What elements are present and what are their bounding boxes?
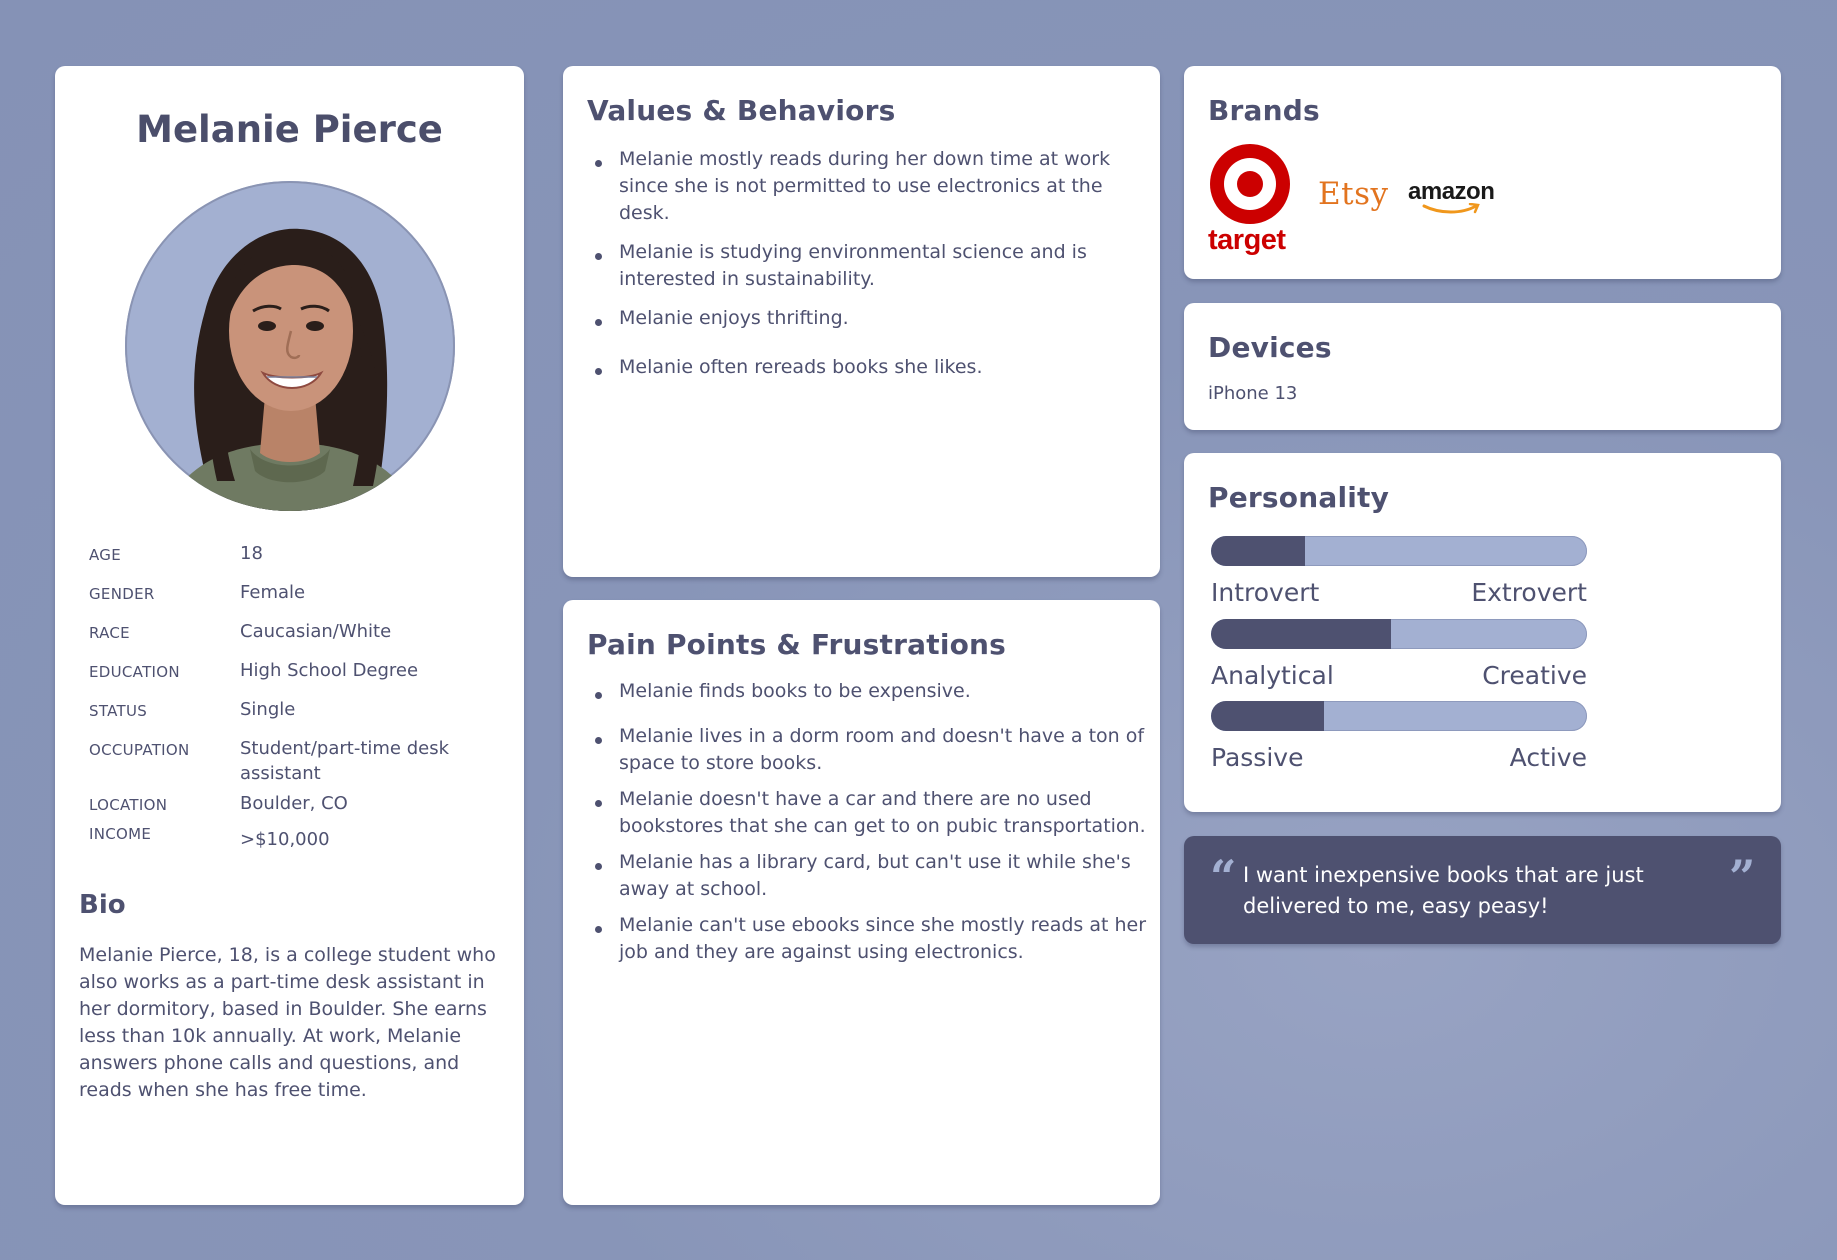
bio-text: Melanie Pierce, 18, is a college student who also works as a part-time desk assistant in her dormitory, based in Boulder. She earns less than 10k annually. At work, Melanie answers phone calls and questions, and reads when she has free time.	[79, 944, 496, 1101]
list-item: Melanie can't use ebooks since she mostly reads at her job and they are against using electronics.	[587, 912, 1147, 966]
fact-value: Caucasian/White	[240, 621, 392, 642]
fact-label: EDUCATION	[89, 663, 180, 681]
list-item: Melanie has a library card, but can't use it while she's away at school.	[587, 849, 1147, 903]
devices-title: Devices	[1208, 331, 1332, 364]
quote-card	[1184, 836, 1781, 944]
fact-label: RACE	[89, 624, 130, 642]
brands-title: Brands	[1208, 94, 1320, 127]
persona-name: Melanie Pierce	[136, 108, 443, 151]
target-wordmark: target	[1208, 224, 1286, 256]
list-item: Melanie doesn't have a car and there are no used bookstores that she can get to on pubic transportation.	[587, 786, 1147, 840]
trait-bar	[1211, 701, 1587, 731]
fact-value: Boulder, CO	[240, 793, 348, 814]
fact-value: Female	[240, 582, 306, 603]
list-item: Melanie finds books to be expensive.	[587, 678, 1147, 705]
fact-label: LOCATION	[89, 796, 168, 814]
target-bullseye-icon	[1208, 144, 1293, 224]
target-logo	[1208, 144, 1293, 257]
amazon-smile-icon	[1422, 203, 1482, 215]
fact-label: GENDER	[89, 585, 155, 603]
amazon-wordmark: amazon	[1408, 178, 1495, 205]
trait-left-label: Introvert	[1211, 578, 1320, 607]
pain-points-title: Pain Points & Frustrations	[587, 628, 1007, 661]
fact-value: Single	[240, 699, 296, 720]
list-item: Melanie lives in a dorm room and doesn't have a ton of space to store books.	[587, 723, 1147, 777]
personality-card	[1184, 453, 1781, 812]
trait-bar-fill	[1211, 619, 1391, 649]
pain-points-card	[563, 600, 1160, 1205]
trait-left-label: Passive	[1211, 743, 1304, 772]
close-quote-icon: ”	[1729, 850, 1756, 904]
portrait-illustration	[125, 181, 455, 511]
avatar	[125, 181, 455, 511]
etsy-logo: Etsy	[1318, 176, 1389, 212]
values-list	[587, 146, 1147, 381]
fact-value: Student/part-time desk assistant	[240, 738, 450, 784]
trait-right-label: Creative	[1482, 661, 1587, 690]
profile-card	[55, 66, 524, 1205]
fact-label: STATUS	[89, 702, 148, 720]
bio-title: Bio	[79, 890, 126, 920]
list-item: Melanie often rereads books she likes.	[587, 354, 1147, 381]
brands-card	[1184, 66, 1781, 279]
fact-value: High School Degree	[240, 660, 419, 681]
list-item: Melanie enjoys thrifting.	[587, 305, 1147, 332]
pain-points-list	[587, 678, 1147, 966]
values-card	[563, 66, 1160, 577]
values-title: Values & Behaviors	[587, 94, 896, 127]
devices-card	[1184, 303, 1781, 430]
fact-value: 18	[240, 543, 263, 564]
trait-bar-fill	[1211, 701, 1324, 731]
trait-right-label: Extrovert	[1471, 578, 1587, 607]
list-item: Melanie mostly reads during her down time at work since she is not permitted to use electronics at the desk.	[587, 146, 1147, 227]
amazon-logo	[1408, 178, 1494, 206]
trait-bar	[1211, 536, 1587, 566]
fact-value: >$10,000	[240, 829, 330, 850]
open-quote-icon: “	[1210, 850, 1237, 904]
personality-title: Personality	[1208, 481, 1390, 514]
fact-label: INCOME	[89, 825, 152, 843]
quote-text: I want inexpensive books that are just delivered to me, easy peasy!	[1243, 863, 1644, 918]
trait-left-label: Analytical	[1211, 661, 1334, 690]
list-item: Melanie is studying environmental science and is interested in sustainability.	[587, 239, 1147, 293]
device-item: iPhone 13	[1208, 383, 1298, 404]
trait-bar	[1211, 619, 1587, 649]
fact-label: AGE	[89, 546, 121, 564]
trait-bar-fill	[1211, 536, 1305, 566]
fact-label: OCCUPATION	[89, 741, 190, 759]
trait-right-label: Active	[1509, 743, 1587, 772]
